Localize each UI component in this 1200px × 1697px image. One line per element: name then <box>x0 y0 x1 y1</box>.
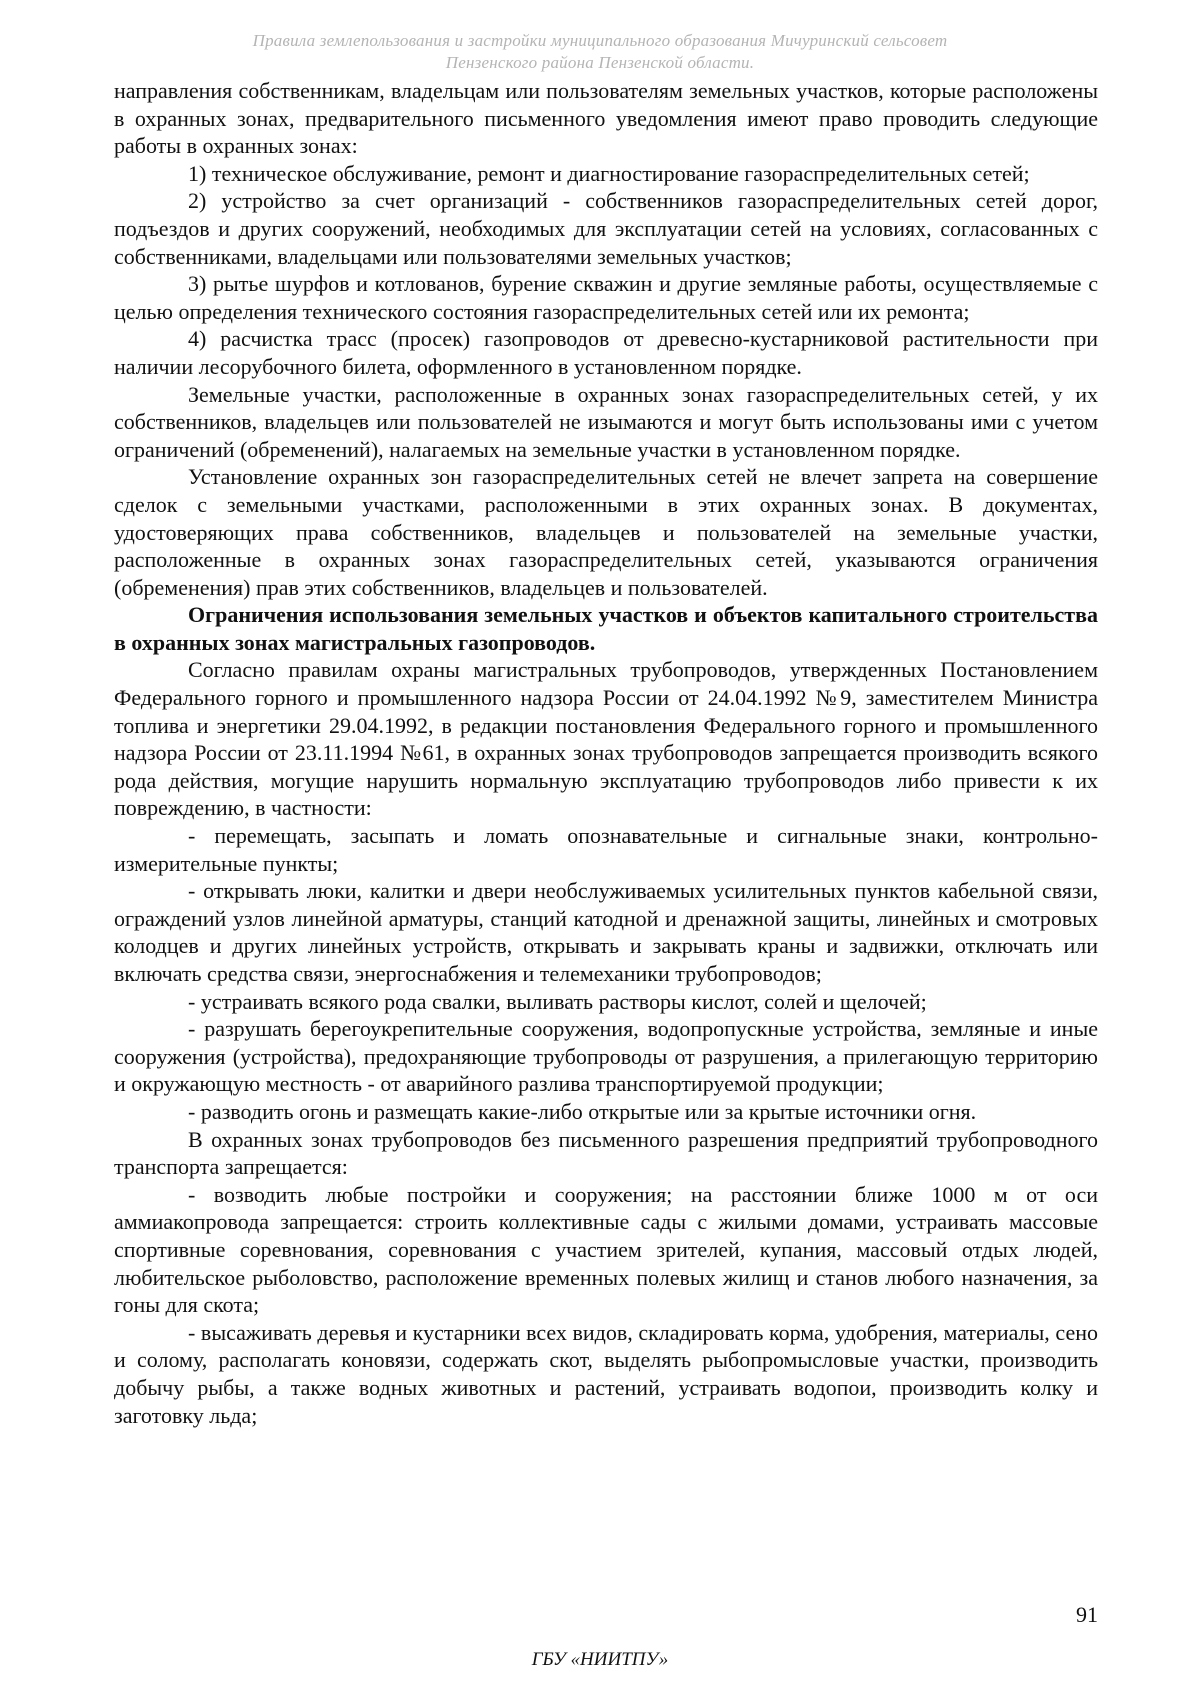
running-header-line-1: Правила землепользования и застройки муниципального образования Мичуринский сельсовет <box>252 31 948 50</box>
running-footer: ГБУ «НИИТПУ» <box>531 1649 669 1670</box>
dash-list-item: - разрушать берегоукрепительные сооружения, водопропускные устройства, земляные и иные сооружения (устройства), предохраняющие трубопроводы от разрушения, а прилегающую территорию и окружающую местность - от аварийного разлива транспортируемой продукции; <box>114 1016 1098 1097</box>
dash-list-item: - возводить любые постройки и сооружения; на расстоянии ближе 1000 м от оси аммиакопровода запрещается: строить коллективные сады с жилыми домами, устраивать массовые спортивные соревнования, соревнования с участием зрителей, купания, массовый отдых людей, любительское рыболовство, расположение временных полевых жилищ и станов любого назначения, за гоны для скота; <box>114 1181 1098 1318</box>
list-item-2: 2) устройство за счет организаций - собственников газораспределительных сетей дорог, подъездов и других сооружений, необходимых для эксплуатации сетей на условиях, согласованных с собственниками, владельцами или пользователями земельных участков; <box>114 188 1098 269</box>
paragraph: Земельные участки, расположенные в охранных зонах газораспределительных сетей, у их собственников, владельцев или пользователей не изымаются и могут быть использованы ими с учетом ограничений (обременений), налагаемых на земельные участки в установленном порядке. <box>114 381 1098 462</box>
dash-list-item: - открывать люки, калитки и двери необслуживаемых усилительных пунктов кабельной связи, ограждений узлов линейной арматуры, станций катодной и дренажной защиты, линейных и смотровых колодцев и других линейных устройств, открывать и закрывать краны и задвижки, отключать или включать средства связи, энергоснабжения и телемеханики трубопроводов; <box>114 878 1098 986</box>
dash-list-item: - устраивать всякого рода свалки, выливать растворы кислот, солей и щелочей; <box>188 988 927 1014</box>
dash-list-item: - разводить огонь и размещать какие-либо открытые или за крытые источники огня. <box>188 1098 977 1124</box>
list-item-4: 4) расчистка трасс (просек) газопроводов от древесно-кустарниковой растительности при наличии лесорубочного билета, оформленного в установленном порядке. <box>114 326 1098 379</box>
dash-list-item: - высаживать деревья и кустарники всех видов, складировать корма, удобрения, материалы, сено и солому, располагать коновязи, содержать скот, выделять рыбопромысловые участки, производить добычу рыбы, а также водных животных и растений, устраивать водопои, производить колку и заготовку льда; <box>114 1319 1098 1428</box>
body-text <box>114 77 1098 1429</box>
paragraph: В охранных зонах трубопроводов без письменного разрешения предприятий трубопроводного транспорта запрещается: <box>114 1126 1098 1180</box>
dash-list-item: - перемещать, засыпать и ломать опознавательные и сигнальные знаки, контрольно-измерительные пункты; <box>114 823 1098 876</box>
list-item-3: 3) рытье шурфов и котлованов, бурение скважин и другие земляные работы, осуществляемые с целью определения технического состояния газораспределительных сетей или их ремонта; <box>114 271 1098 324</box>
paragraph-continuation: направления собственникам, владельцам или пользователям земельных участков, которые расположены в охранных зонах, предварительного письменного уведомления имеют право проводить следующие работы в охранных зонах: <box>114 78 1098 159</box>
section-heading: Ограничения использования земельных участков и объектов капитального строительства в охранных зонах магистральных газопроводов. <box>114 602 1098 655</box>
list-item-1: 1) техническое обслуживание, ремонт и диагностирование газораспределительных сетей; <box>188 160 1030 186</box>
running-header <box>150 30 1050 74</box>
page-number: 91 <box>1076 1602 1098 1627</box>
paragraph: Установление охранных зон газораспределительных сетей не влечет запрета на совершение сделок с земельными участками, расположенными в этих охранных зонах. В документах, удостоверяющих права собственников, владельцев и пользователей на земельные участки, расположенные в охранных зонах газораспределительных сетей, указываются ограничения (обременения) прав этих собственников, владельцев и пользователей. <box>114 464 1098 600</box>
paragraph: Согласно правилам охраны магистральных трубопроводов, утвержденных Постановлением Федерального горного и промышленного надзора России от 24.04.1992 №9, заместителем Министра топлива и энергетики 29.04.1992, в редакции постановления Федерального горного и промышленного надзора России от 23.11.1994 №61, в охранных зонах трубопроводов запрещается производить всякого рода действия, могущие нарушить нормальную эксплуатацию трубопроводов либо привести к их повреждению, в частности: <box>114 657 1098 821</box>
running-header-line-2: Пензенского района Пензенской области. <box>445 53 755 72</box>
